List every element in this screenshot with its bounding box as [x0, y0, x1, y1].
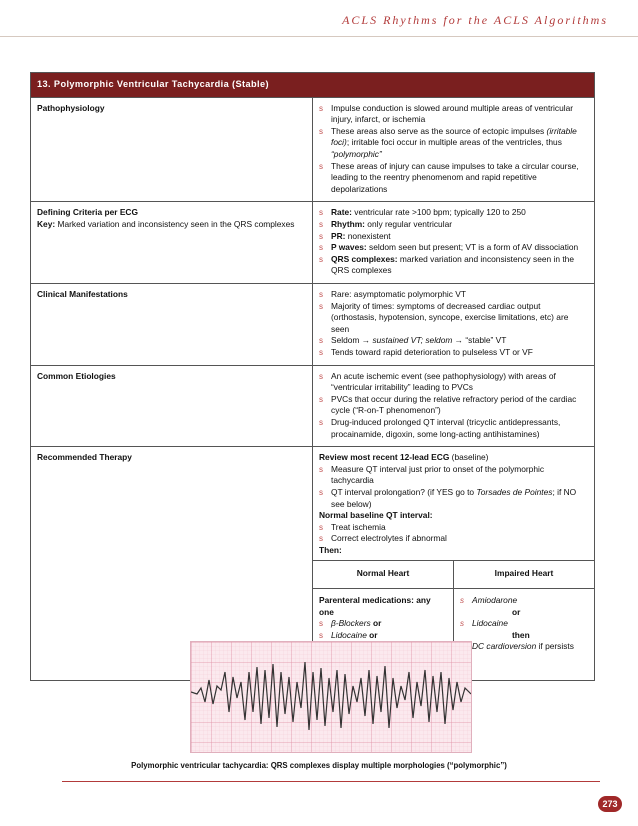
list-item: s QRS complexes: marked variation and inconsistency seen in the QRS complexes	[319, 254, 588, 277]
list-item: s P waves: seldom seen but present; VT is a form of AV dissociation	[319, 242, 588, 254]
figure-caption: Polymorphic ventricular tachycardia: QRS complexes display multiple morphologies (“polymorphic”)	[131, 761, 507, 770]
normal-heart-header: Normal Heart	[313, 561, 454, 588]
table-row	[31, 97, 595, 202]
footer-divider	[62, 781, 600, 782]
list-item: s QT interval prolongation? (if YES go to Torsades de Pointes; if NO see below)	[319, 487, 588, 510]
table-title: 13. Polymorphic Ventricular Tachycardia (Stable)	[31, 73, 595, 98]
list-item: s Rare: asymptomatic polymorphic VT	[319, 289, 588, 301]
list-item: s Measure QT interval just prior to onset of the polymorphic tachycardia	[319, 464, 588, 487]
row-label-pathophysiology: Pathophysiology	[31, 97, 313, 202]
list-item: s Majority of times: symptoms of decreased cardiac output (orthostasis, hypotension, syncope, exercise limitations, etc) are seen	[319, 301, 588, 336]
row-label-criteria	[31, 202, 313, 284]
or-label: or	[512, 606, 521, 617]
list-item: s PVCs that occur during the relative refractory period of the cardiac cycle (“R-on-T phenomenon”)	[319, 394, 588, 417]
list-item: s Lidocaine or	[319, 630, 447, 642]
pathophysiology-content	[313, 97, 595, 202]
list-item: s Treat ischemia	[319, 522, 588, 534]
running-header: ACLS Rhythms for the ACLS Algorithms	[342, 13, 608, 27]
impaired-heart-column	[454, 589, 594, 680]
list-item: s These areas also serve as the source of ectopic impulses (irritable foci); irritable foci occur in multiple areas of the ventricles, thus “polymorphic”	[319, 126, 588, 161]
table-row	[31, 284, 595, 366]
list-item: s Drug-induced prolonged QT interval (tricyclic antidepressants, procainamide, digoxin, some long-acting antihistamines)	[319, 417, 588, 440]
then-label: Then:	[319, 544, 342, 555]
criteria-heading: Defining Criteria per ECG	[37, 207, 138, 218]
impaired-heart-header: Impaired Heart	[494, 568, 554, 579]
list-item: s DC cardioversion if persists	[460, 641, 588, 653]
then-connector: then	[512, 629, 530, 640]
table-row	[31, 202, 595, 284]
list-item: s β-Blockers or	[319, 618, 447, 630]
list-item: s Lidocaine	[460, 618, 588, 630]
list-item: s Impulse conduction is slowed around multiple areas of ventricular injury, infarct, or ischemia	[319, 103, 588, 126]
normal-qt-heading: Normal baseline QT interval:	[319, 510, 433, 521]
list-item: s Correct electrolytes if abnormal	[319, 533, 588, 545]
list-item: s PR: nonexistent	[319, 231, 588, 243]
ecg-waveform	[191, 642, 471, 752]
header-divider	[0, 36, 638, 37]
clinical-content	[313, 284, 595, 366]
rhythm-table	[30, 72, 595, 681]
list-item: s Tends toward rapid deterioration to pulseless VT or VF	[319, 347, 588, 359]
parenteral-heading: Parenteral medications: any one	[319, 595, 431, 617]
etiologies-content	[313, 365, 595, 447]
criteria-content	[313, 202, 595, 284]
row-label-clinical: Clinical Manifestations	[31, 284, 313, 366]
criteria-key: Key: Marked variation and inconsistency seen in the QRS complexes	[37, 219, 295, 230]
list-item: s These areas of injury can cause impulses to take a circular course, leading to the reentry phenomenom and rapid repetitive depolarizations	[319, 161, 588, 196]
list-item: s Amiodarone	[460, 595, 588, 607]
row-label-therapy: Recommended Therapy	[31, 447, 313, 681]
table-row	[31, 365, 595, 447]
page-number: 273	[598, 796, 622, 812]
list-item: s Rate: ventricular rate >100 bpm; typically 120 to 250	[319, 207, 588, 219]
list-item: s Rhythm: only regular ventricular	[319, 219, 588, 231]
therapy-review: Review most recent 12-lead ECG (baseline)	[319, 452, 489, 463]
list-item: s Seldom → sustained VT; seldom → “stable” VT	[319, 335, 588, 347]
list-item: s An acute ischemic event (see pathophysiology) with areas of “ventricular irritability” leading to PVCs	[319, 371, 588, 394]
ecg-strip	[190, 641, 472, 753]
row-label-etiologies: Common Etiologies	[31, 365, 313, 447]
